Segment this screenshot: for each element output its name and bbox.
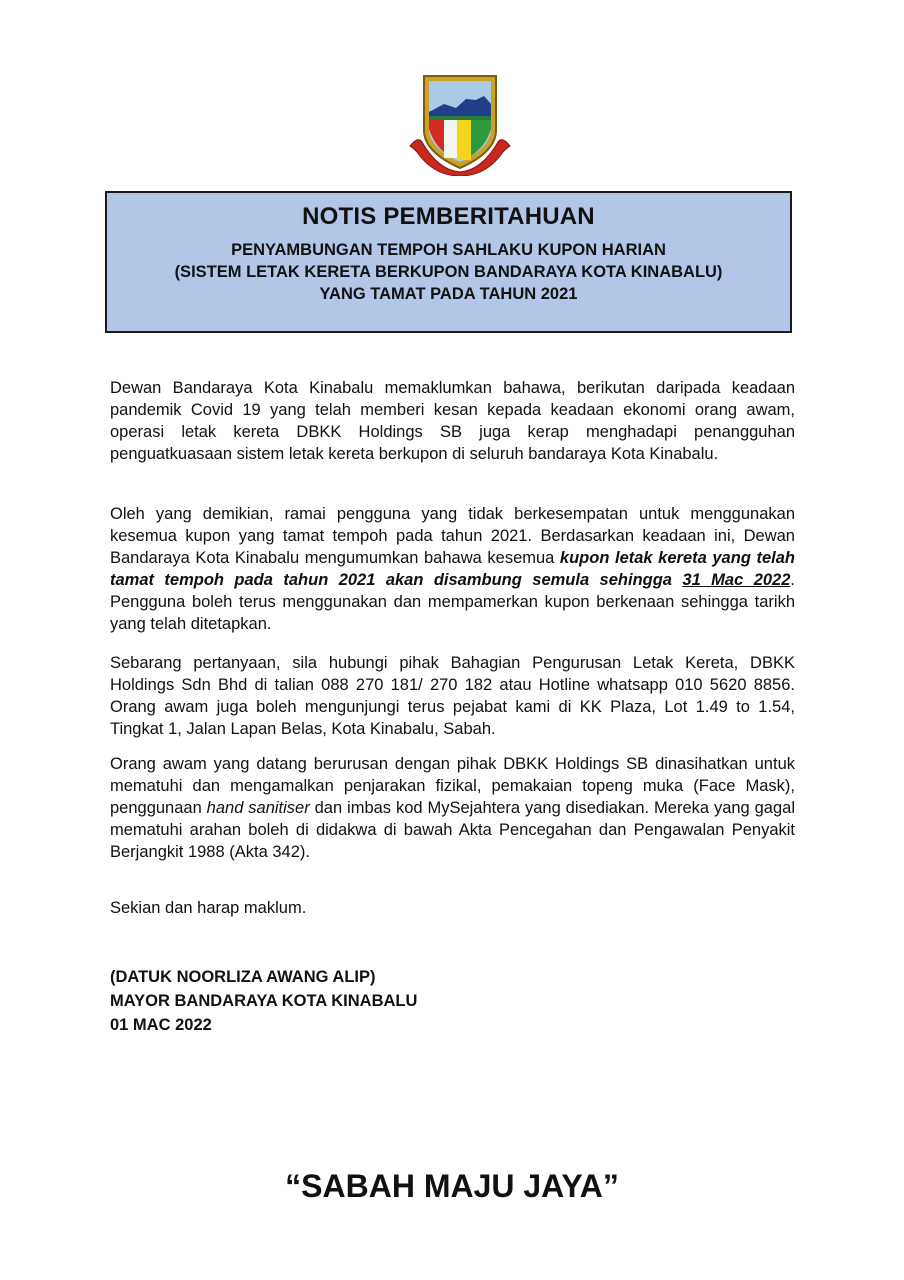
signatory-title: MAYOR BANDARAYA KOTA KINABALU	[110, 992, 418, 1010]
city-crest-icon	[408, 72, 512, 176]
extension-intro: Oleh yang demikian, ramai pengguna yang tidak berkesempatan untuk menggunakan kesemua kupon yang tamat tempoh pada tahun 2021. Berdasarkan keadaan ini, Dewan Bandaraya Kota Kinabalu mengumumkan bahawa kesemua	[110, 505, 795, 567]
paragraph-extension	[110, 503, 795, 635]
subtitle-line: PENYAMBUNGAN TEMPOH SAHLAKU KUPON HARIAN	[231, 241, 666, 259]
sop-after: dan imbas kod MySejahtera yang disediakan. Mereka yang gagal mematuhi arahan boleh di didakwa di bawah Akta Pencegahan dan Pengawalan Penyakit Berjangkit 1988 (Akta 342).	[110, 799, 795, 861]
notice-title: NOTIS PEMBERITAHUAN	[302, 203, 595, 230]
paragraph-sop	[110, 753, 795, 863]
extension-date: 31 Mac 2022	[682, 571, 791, 589]
paragraph-contact: Sebarang pertanyaan, sila hubungi pihak Bahagian Pengurusan Letak Kereta, DBKK Holdings Sdn Bhd di talian 088 270 181/ 270 182 atau Hotline whatsapp 010 5620 8856. Orang awam juga boleh mengunjungi terus pejabat kami di KK Plaza, Lot 1.49 to 1.54, Tingkat 1, Jalan Lapan Belas, Kota Kinabalu, Sabah.	[110, 654, 795, 738]
signature-block	[110, 965, 417, 1037]
paragraph-announcement: Dewan Bandaraya Kota Kinabalu memaklumkan bahawa, berikutan daripada keadaan pandemik Covid 19 yang telah memberi kesan kepada keadaan ekonomi orang awam, operasi letak kereta DBKK Holdings SB juga kerap menghadapi penangguhan penguatkuasaan sistem letak kereta berkupon di seluruh bandaraya Kota Kinabalu.	[110, 379, 795, 463]
extension-emphasis-text: kupon letak kereta yang telah tamat tempoh pada tahun 2021 akan disambung semula sehingga	[110, 549, 795, 589]
subtitle-line: (SISTEM LETAK KERETA BERKUPON BANDARAYA KOTA KINABALU)	[174, 263, 723, 281]
closing-line: Sekian dan harap maklum.	[110, 899, 307, 917]
sop-before: Orang awam yang datang berurusan dengan pihak DBKK Holdings SB dinasihatkan untuk mematuhi dan mengamalkan penjarakan fizikal, pemakaian topeng muka (Face Mask), penggunaan	[110, 755, 795, 817]
signatory-name: (DATUK NOORLIZA AWANG ALIP)	[110, 968, 376, 986]
subtitle-line: YANG TAMAT PADA TAHUN 2021	[319, 285, 578, 303]
notice-subtitle	[107, 239, 790, 305]
notice-header-box	[105, 191, 792, 333]
motto: “SABAH MAJU JAYA”	[285, 1168, 619, 1204]
extension-outro: . Pengguna boleh terus menggunakan dan mempamerkan kupon berkenaan sehingga tarikh yang telah ditetapkan.	[110, 571, 795, 633]
sop-italic: hand sanitiser	[206, 799, 310, 817]
signature-date: 01 MAC 2022	[110, 1016, 212, 1034]
